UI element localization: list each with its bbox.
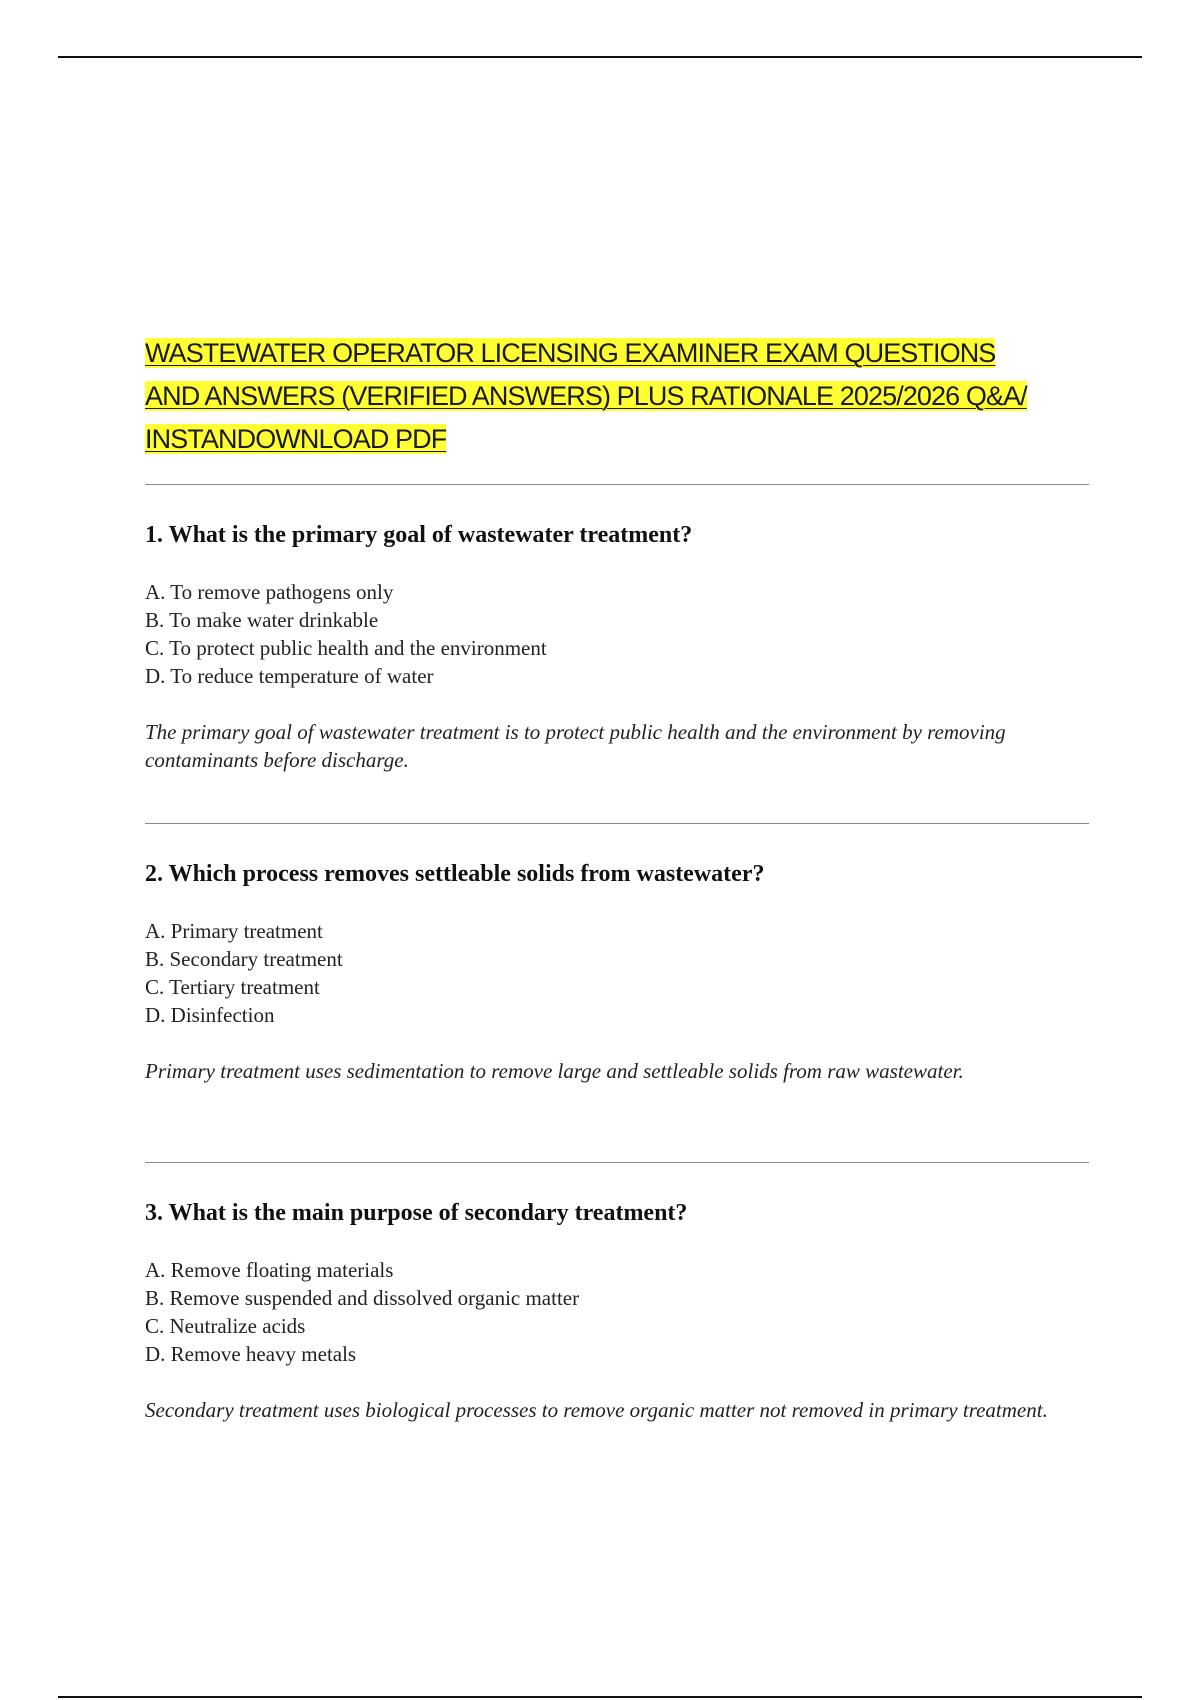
answer-rationale: Primary treatment uses sedimentation to remove large and settleable solids from raw wastewater. (145, 1059, 964, 1083)
section-divider-3 (145, 1162, 1089, 1163)
answer-option: A. Primary treatment (145, 919, 323, 943)
answer-option: D. Disinfection (145, 1003, 275, 1027)
answer-option: A. Remove floating materials (145, 1258, 394, 1282)
page-bottom-rule (58, 1696, 1142, 1698)
answer-option: B. Secondary treatment (145, 947, 343, 971)
question-2 (145, 859, 1089, 1085)
answer-options (145, 917, 1089, 1029)
question-heading: 3. What is the main purpose of secondary treatment? (145, 1200, 688, 1226)
answer-options (145, 1256, 1089, 1368)
question-heading: 1. What is the primary goal of wastewater treatment? (145, 522, 693, 548)
page-top-rule (58, 56, 1142, 58)
answer-option: B. Remove suspended and dissolved organic matter (145, 1286, 580, 1310)
question-3 (145, 1198, 1089, 1424)
answer-option: C. Neutralize acids (145, 1314, 306, 1338)
answer-option: D. To reduce temperature of water (145, 664, 434, 688)
document-title-line-2: AND ANSWERS (VERIFIED ANSWERS) PLUS RATIONALE 2025/2026 Q&A/ (145, 381, 1027, 411)
answer-option: A. To remove pathogens only (145, 580, 394, 604)
document-title-line-1: WASTEWATER OPERATOR LICENSING EXAMINER EXAM QUESTIONS (145, 338, 996, 368)
answer-rationale: The primary goal of wastewater treatment is to protect public health and the environment by removing contaminants before discharge. (145, 720, 1006, 772)
answer-option: B. To make water drinkable (145, 608, 379, 632)
question-heading: 2. Which process removes settleable solids from wastewater? (145, 861, 765, 887)
answer-option: C. To protect public health and the environment (145, 636, 547, 660)
answer-options (145, 578, 1089, 690)
section-divider-1 (145, 484, 1089, 485)
answer-option: D. Remove heavy metals (145, 1342, 357, 1366)
document-title (145, 332, 1075, 461)
document-title-line-3: INSTANDOWNLOAD PDF (145, 424, 447, 454)
section-divider-2 (145, 823, 1089, 824)
answer-option: C. Tertiary treatment (145, 975, 320, 999)
answer-rationale: Secondary treatment uses biological processes to remove organic matter not removed in primary treatment. (145, 1398, 1048, 1422)
question-1 (145, 520, 1089, 774)
